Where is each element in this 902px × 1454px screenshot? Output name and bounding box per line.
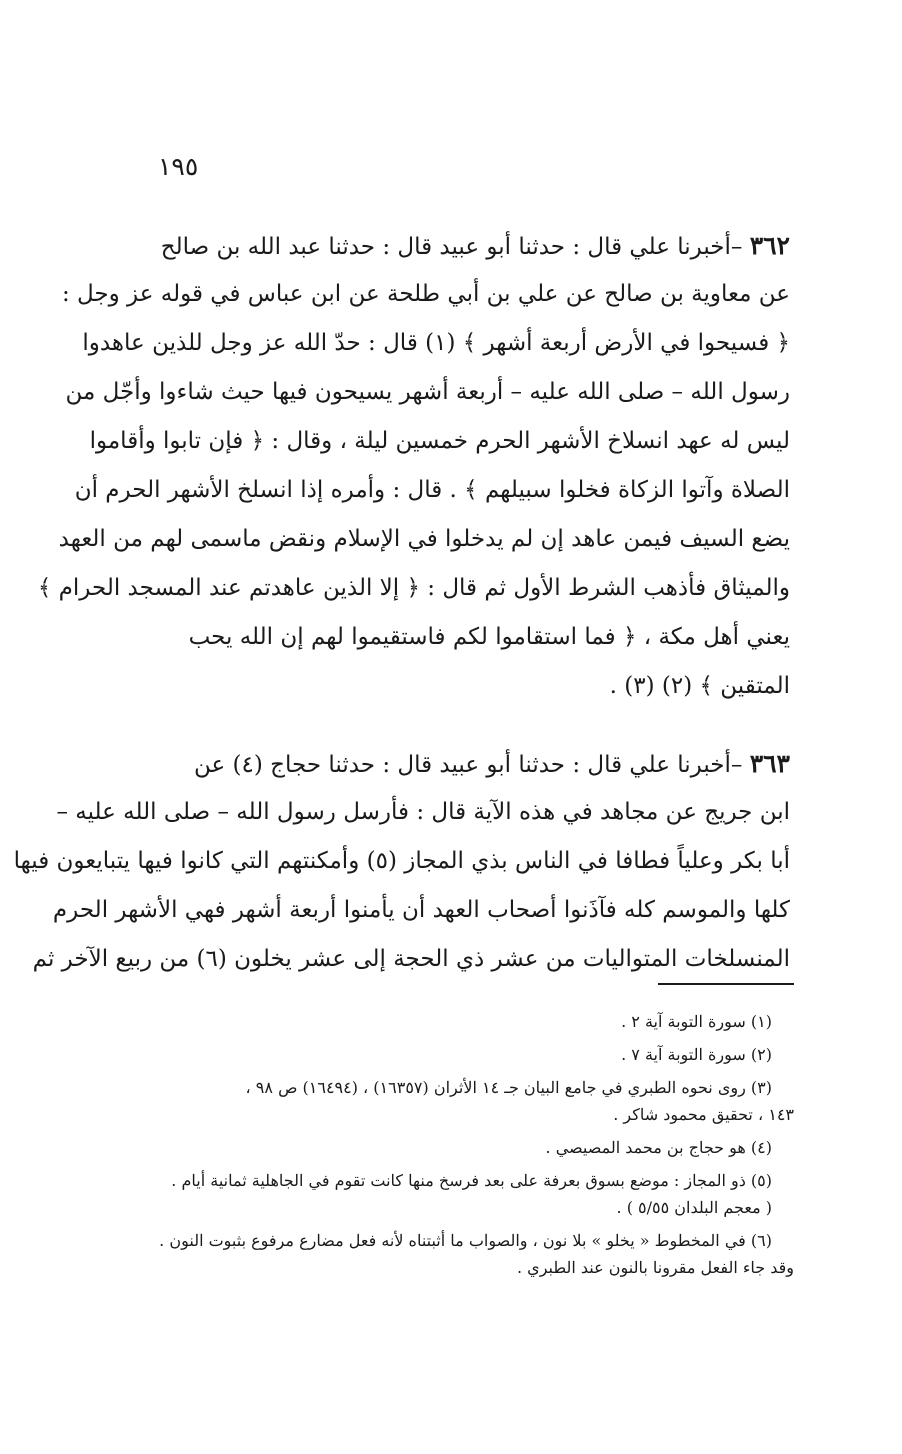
text-line: المتقين ﴾ (٢) (٣) . xyxy=(609,673,790,699)
page-number: ١٩٥ xyxy=(158,152,199,181)
text-line: يضع السيف فيمن عاهد إن لم يدخلوا في الإسلام ونقض ماسمى لهم من العهد xyxy=(58,526,790,552)
footnote-line: (٥) ذو المجاز : موضع بسوق بعرفة على بعد فرسخ منها كانت تقوم في الجاهلية ثمانية أيام . xyxy=(171,1171,772,1190)
footnote-divider xyxy=(658,983,794,985)
text-line: ٣٦٣ –أخبرنا علي قال : حدثنا أبو عبيد قال : حدثنا حجاج (٤) عن xyxy=(193,749,790,778)
footnote-5 xyxy=(120,1167,794,1221)
footnote-6 xyxy=(120,1227,794,1281)
footnote-2 xyxy=(120,1041,794,1068)
footnote-4 xyxy=(120,1134,794,1161)
text-line: يعني أهل مكة ، ﴿ فما استقاموا لكم فاستقيموا لهم إن الله يحب xyxy=(188,624,790,650)
text-line: رسول الله – صلى الله عليه – أربعة أشهر يسيحون فيها حيث شاءوا وأجّل من xyxy=(65,379,790,405)
footnote-line: ١٤٣ ، تحقيق محمود شاكر . xyxy=(613,1105,794,1124)
text-line: الصلاة وآتوا الزكاة فخلوا سبيلهم ﴾ . قال : وأمره إذا انسلخ الأشهر الحرم أن xyxy=(74,477,790,503)
footnote-line: (٦) في المخطوط « يخلو » بلا نون ، والصواب ما أثبتناه لأنه فعل مضارع مرفوع بثبوت النون . xyxy=(159,1231,772,1250)
text-line: ليس له عهد انسلاخ الأشهر الحرم خمسين ليلة ، وقال : ﴿ فإن تابوا وأقاموا xyxy=(89,428,790,454)
hadith-paragraph-362 xyxy=(37,221,790,711)
text-line: عن معاوية بن صالح عن علي بن أبي طلحة عن ابن عباس في قوله عز وجل : xyxy=(61,281,790,307)
footnote-line: (٤) هو حجاج بن محمد المصيصي . xyxy=(545,1138,772,1157)
text-line: أبا بكر وعلياً فطافا في الناس بذي المجاز (٥) وأمكنتهم التي كانوا فيها يتبايعون فيها xyxy=(13,848,790,874)
text-line: المنسلخات المتواليات من عشر ذي الحجة إلى عشر يخلون (٦) من ربيع الآخر ثم xyxy=(32,946,790,972)
text-line: ﴿ فسيحوا في الأرض أربعة أشهر ﴾ (١) قال : حدّ الله عز وجل للذين عاهدوا xyxy=(82,330,790,356)
footnote-1 xyxy=(120,1008,794,1035)
text-line: كلها والموسم كله فآذَنوا أصحاب العهد أن يأمنوا أربعة أشهر فهي الأشهر الحرم xyxy=(52,897,790,923)
footnote-line: (١) سورة التوبة آية ٢ . xyxy=(621,1012,772,1031)
footnote-line: ( معجم البلدان ٥/٥٥ ) . xyxy=(616,1198,772,1217)
footnote-line: وقد جاء الفعل مقرونا بالنون عند الطبري . xyxy=(517,1258,794,1277)
footnotes xyxy=(120,1008,794,1281)
footnote-3 xyxy=(120,1074,794,1128)
hadith-number: ٣٦٣ xyxy=(749,749,790,778)
text-line: ٣٦٢ –أخبرنا علي قال : حدثنا أبو عبيد قال : حدثنا عبد الله بن صالح xyxy=(160,231,790,260)
hadith-paragraph-363 xyxy=(13,739,790,984)
hadith-number: ٣٦٢ xyxy=(749,231,790,260)
text-line: والميثاق فأذهب الشرط الأول ثم قال : ﴿ إلا الذين عاهدتم عند المسجد الحرام ﴾ xyxy=(37,575,790,601)
main-text xyxy=(13,221,790,984)
footnote-line: (٣) روى نحوه الطبري في جامع البيان جـ ١٤ الأثران (١٦٣٥٧) ، (١٦٤٩٤) ص ٩٨ ، xyxy=(245,1078,772,1097)
text-line: ابن جريج عن مجاهد في هذه الآية قال : فأرسل رسول الله – صلى الله عليه – xyxy=(56,799,790,825)
footnote-line: (٢) سورة التوبة آية ٧ . xyxy=(621,1045,772,1064)
